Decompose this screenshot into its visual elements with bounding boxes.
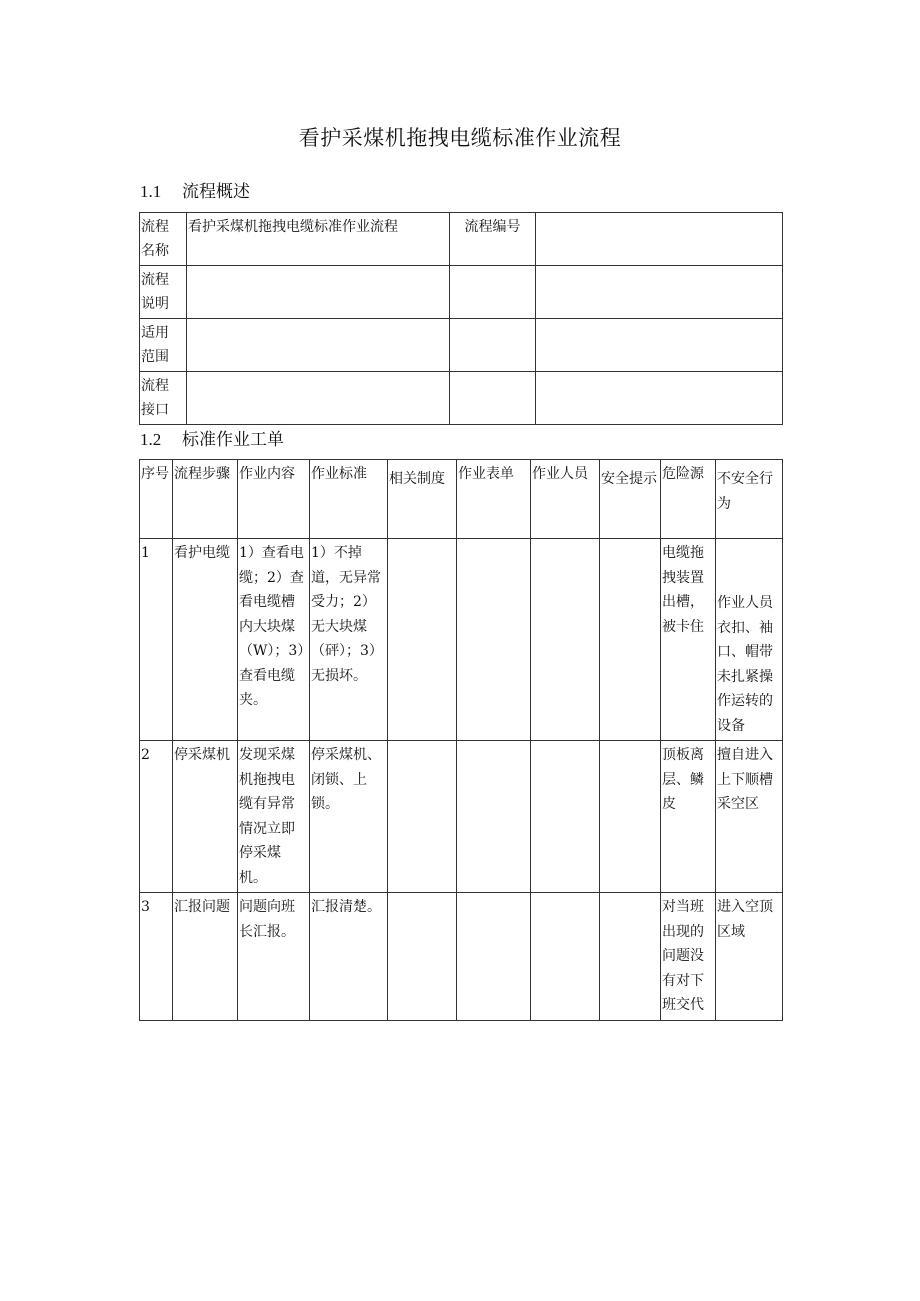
section-heading-worklist [140,425,284,450]
section-heading-overview [140,177,250,202]
row-value [187,319,450,372]
step-name: 汇报问题 [173,893,238,1021]
step-standard: 1）不掉道，无异常受力；2）无大块煤（砰）；3）无损坏。 [310,539,388,741]
table-row [140,213,783,266]
step-form [457,741,531,893]
row-value: 看护采煤机拖拽电缆标准作业流程 [187,213,450,266]
step-unsafe-behavior: 进入空顶区域 [716,893,783,1021]
step-number: 1 [140,539,173,741]
step-form [457,893,531,1021]
section-number: 1.2 [140,430,162,449]
section-title: 标准作业工单 [182,430,284,450]
table-row [140,266,783,319]
row-value [187,266,450,319]
step-safety-tip [600,893,661,1021]
section-title: 流程概述 [182,182,250,202]
table-header-row [140,460,783,539]
column-header: 作业标准 [310,460,388,539]
table-row [140,319,783,372]
step-form [457,539,531,741]
table-row [140,372,783,425]
step-hazard: 顶板离层、鳞皮 [661,741,716,893]
document-title: 看护采煤机拖拽电缆标准作业流程 [298,126,622,150]
row-extra-value [536,266,783,319]
step-standard: 汇报清楚。 [310,893,388,1021]
row-value [187,372,450,425]
step-name: 停采煤机 [173,741,238,893]
column-header: 序号 [140,460,173,539]
table-row [140,539,783,741]
step-standard: 停采煤机、闭锁、上锁。 [310,741,388,893]
row-extra-value [536,372,783,425]
row-label: 流程 接口 [140,372,187,425]
table-row [140,893,783,1021]
row-extra-label: 流程编号 [450,213,536,266]
step-regulation [388,893,457,1021]
step-safety-tip [600,539,661,741]
overview-table [139,212,783,425]
column-header: 安全提示 [600,460,661,539]
section-number: 1.1 [140,182,162,201]
column-header: 作业内容 [238,460,310,539]
column-header: 危险源 [661,460,716,539]
step-name: 看护电缆 [173,539,238,741]
step-regulation [388,741,457,893]
table-row [140,741,783,893]
row-extra-label [450,266,536,319]
step-regulation [388,539,457,741]
step-number: 2 [140,741,173,893]
row-extra-label [450,372,536,425]
column-header: 不安全行为 [716,460,783,539]
step-unsafe-behavior: 擅自进入上下顺槽采空区 [716,741,783,893]
row-extra-value [536,213,783,266]
column-header: 作业人员 [531,460,600,539]
row-extra-label [450,319,536,372]
step-hazard: 电缆拖拽装置出槽，被卡住 [661,539,716,741]
step-hazard: 对当班出现的问题没有对下班交代 [661,893,716,1021]
step-personnel [531,893,600,1021]
step-content: 1）查看电缆；2）查看电缆槽内大块煤（W）；3）查看电缆夹。 [238,539,310,741]
column-header: 流程步骤 [173,460,238,539]
row-label: 适用 范围 [140,319,187,372]
row-extra-value [536,319,783,372]
row-label: 流程 说明 [140,266,187,319]
row-label: 流程 名称 [140,213,187,266]
step-unsafe-behavior: 作业人员衣扣、袖口、帽带未扎紧操作运转的设备 [716,539,783,741]
column-header: 相关制度 [388,460,457,539]
step-personnel [531,539,600,741]
step-content: 问题向班长汇报。 [238,893,310,1021]
step-content: 发现采煤机拖拽电缆有异常情况立即停采煤机。 [238,741,310,893]
step-personnel [531,741,600,893]
step-safety-tip [600,741,661,893]
column-header: 作业表单 [457,460,531,539]
worklist-table [139,459,783,1021]
step-number: 3 [140,893,173,1021]
